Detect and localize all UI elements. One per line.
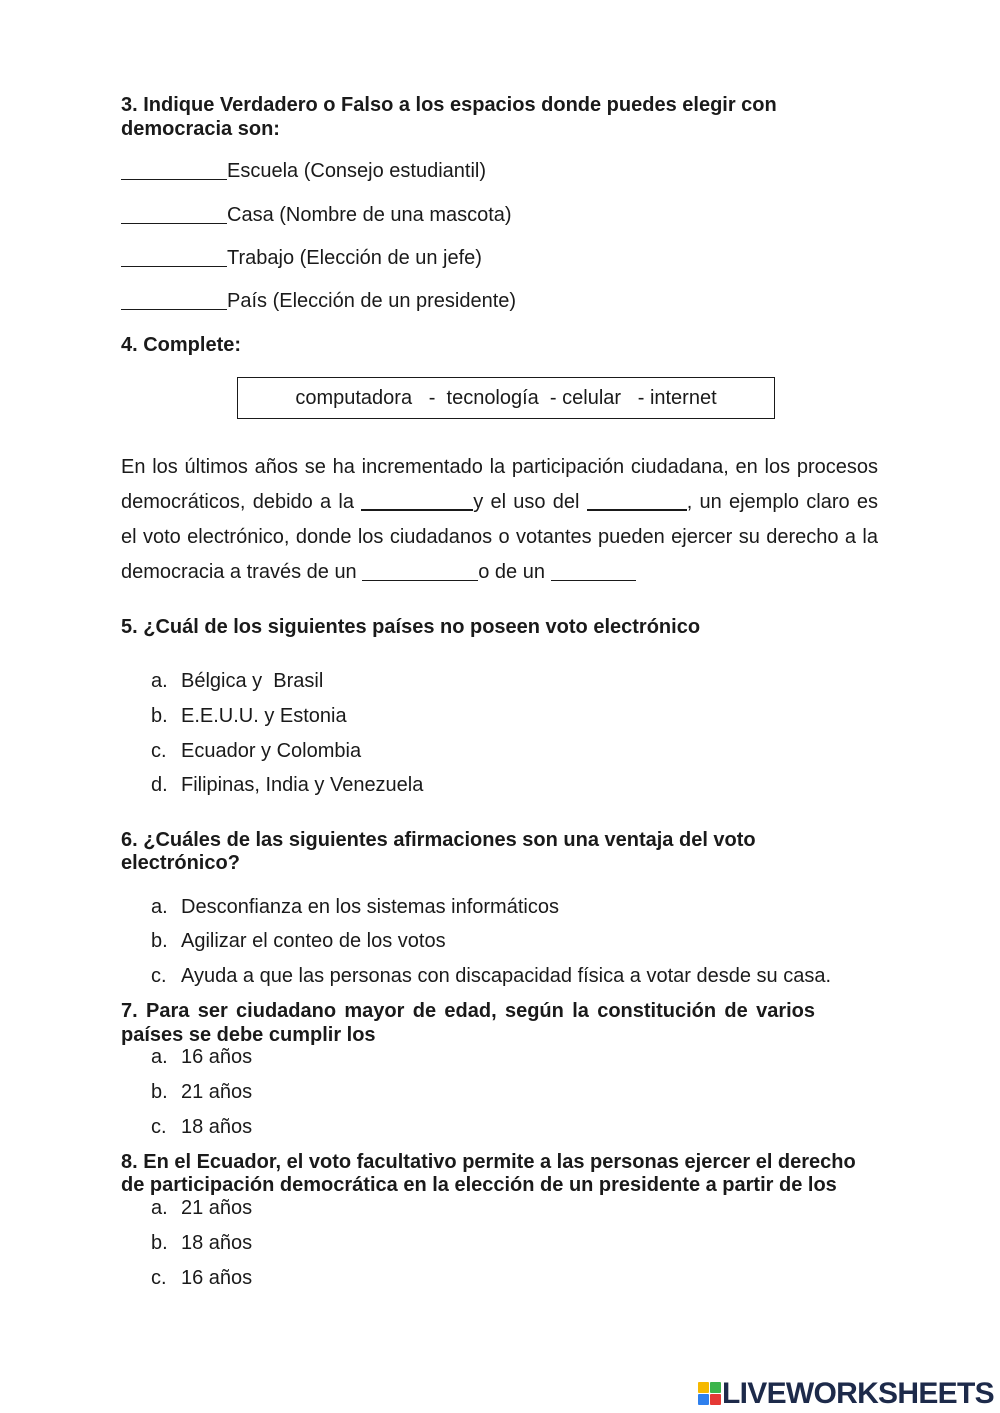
answer-blank[interactable]: [361, 508, 473, 511]
logo-tile: [698, 1382, 709, 1393]
option-text: 16 años: [181, 1046, 253, 1068]
q4-title: 4. Complete:: [121, 334, 242, 356]
option-letter: a.: [151, 1197, 168, 1219]
option-letter: b.: [151, 1232, 168, 1254]
q6-option-a: [151, 895, 559, 919]
q6-title-line-2: electrónico?: [121, 852, 240, 874]
logo-tile: [698, 1394, 709, 1405]
q5-option-c: [151, 739, 361, 763]
q7-title-line-1: 7. Para ser ciudadano mayor de edad, según la constitución de varios: [121, 1000, 815, 1022]
q3-item: [121, 159, 486, 183]
option-letter: b.: [151, 705, 168, 727]
option-text: 18 años: [181, 1232, 253, 1254]
q5-title: 5. ¿Cuál de los siguientes países no poseen voto electrónico: [121, 616, 701, 638]
logo-tile: [710, 1394, 721, 1405]
option-text: Agilizar el conteo de los votos: [181, 930, 446, 952]
q3-item: [121, 246, 482, 270]
q5-option-a: [151, 669, 323, 693]
option-letter: a.: [151, 896, 168, 918]
liveworksheets-logo-icon: [698, 1382, 721, 1405]
option-text: Filipinas, India y Venezuela: [181, 774, 424, 796]
q3-item-label: Casa (Nombre de una mascota): [227, 204, 512, 226]
q7-option-c: [151, 1115, 252, 1139]
paragraph-text: o de un: [478, 561, 551, 583]
paragraph-text: democracia a través de un: [121, 561, 363, 583]
option-text: 21 años: [181, 1197, 253, 1219]
q8-title-line-1: 8. En el Ecuador, el voto facultativo permite a las personas ejercer el derecho: [121, 1151, 856, 1173]
word-bank-box: computadora - tecnología - celular - internet: [237, 377, 775, 419]
option-text: 18 años: [181, 1116, 253, 1138]
answer-blank[interactable]: [121, 265, 227, 267]
option-text: Ayuda a que las personas con discapacidad física a votar desde su casa.: [181, 965, 832, 987]
q3-title-line-2: democracia son:: [121, 118, 280, 140]
liveworksheets-logo[interactable]: [698, 1376, 998, 1412]
q3-item-label: Escuela (Consejo estudiantil): [227, 160, 487, 182]
q7-option-a: [151, 1045, 252, 1069]
q8-option-c: [151, 1266, 252, 1290]
option-text: Bélgica y Brasil: [181, 670, 324, 692]
option-letter: c.: [151, 1267, 167, 1289]
q8-title-line-2: de participación democrática en la elección de un presidente a partir de los: [121, 1174, 837, 1196]
logo-tile: [710, 1382, 721, 1393]
q5-option-d: [151, 773, 423, 797]
paragraph-text: y el uso del: [473, 491, 587, 513]
q3-item: [121, 203, 512, 227]
option-text: Ecuador y Colombia: [181, 740, 362, 762]
answer-blank[interactable]: [551, 579, 636, 581]
answer-blank[interactable]: [121, 222, 227, 224]
paragraph-line-3: el voto electrónico, donde los ciudadanos o votantes pueden ejercer su derecho a la: [121, 526, 878, 548]
q3-item-label: País (Elección de un presidente): [227, 290, 517, 312]
answer-blank[interactable]: [362, 579, 478, 581]
option-letter: c.: [151, 965, 167, 987]
option-letter: d.: [151, 774, 168, 796]
option-letter: a.: [151, 670, 168, 692]
option-text: Desconfianza en los sistemas informáticos: [181, 896, 559, 918]
q8-option-b: [151, 1231, 252, 1255]
answer-blank[interactable]: [121, 308, 227, 310]
q5-option-b: [151, 704, 347, 728]
q3-item-label: Trabajo (Elección de un jefe): [227, 247, 482, 269]
option-letter: c.: [151, 740, 167, 762]
answer-blank[interactable]: [121, 178, 227, 180]
q7-title-line-2: países se debe cumplir los: [121, 1024, 376, 1046]
paragraph-line-4: [121, 560, 636, 584]
option-letter: b.: [151, 930, 168, 952]
q8-option-a: [151, 1196, 252, 1220]
q6-option-c: [151, 964, 831, 988]
q6-option-b: [151, 929, 446, 953]
option-letter: c.: [151, 1116, 167, 1138]
paragraph-line-2: [121, 490, 878, 514]
option-text: 16 años: [181, 1267, 253, 1289]
answer-blank[interactable]: [587, 508, 687, 511]
paragraph-text: , un ejemplo claro es: [686, 491, 878, 513]
paragraph-line-1: En los últimos años se ha incrementado la participación ciudadana, en los procesos: [121, 456, 878, 478]
q7-option-b: [151, 1080, 252, 1104]
option-text: E.E.U.U. y Estonia: [181, 705, 347, 727]
q3-title-line-1: 3. Indique Verdadero o Falso a los espacios donde puedes elegir con: [121, 94, 777, 116]
q6-title-line-1: 6. ¿Cuáles de las siguientes afirmaciones son una ventaja del voto: [121, 829, 756, 851]
option-letter: b.: [151, 1081, 168, 1103]
option-text: 21 años: [181, 1081, 253, 1103]
q3-item: [121, 289, 516, 313]
option-letter: a.: [151, 1046, 168, 1068]
paragraph-text: democráticos, debido a la: [121, 491, 362, 513]
logo-text: LIVEWORKSHEETS: [722, 1377, 994, 1410]
